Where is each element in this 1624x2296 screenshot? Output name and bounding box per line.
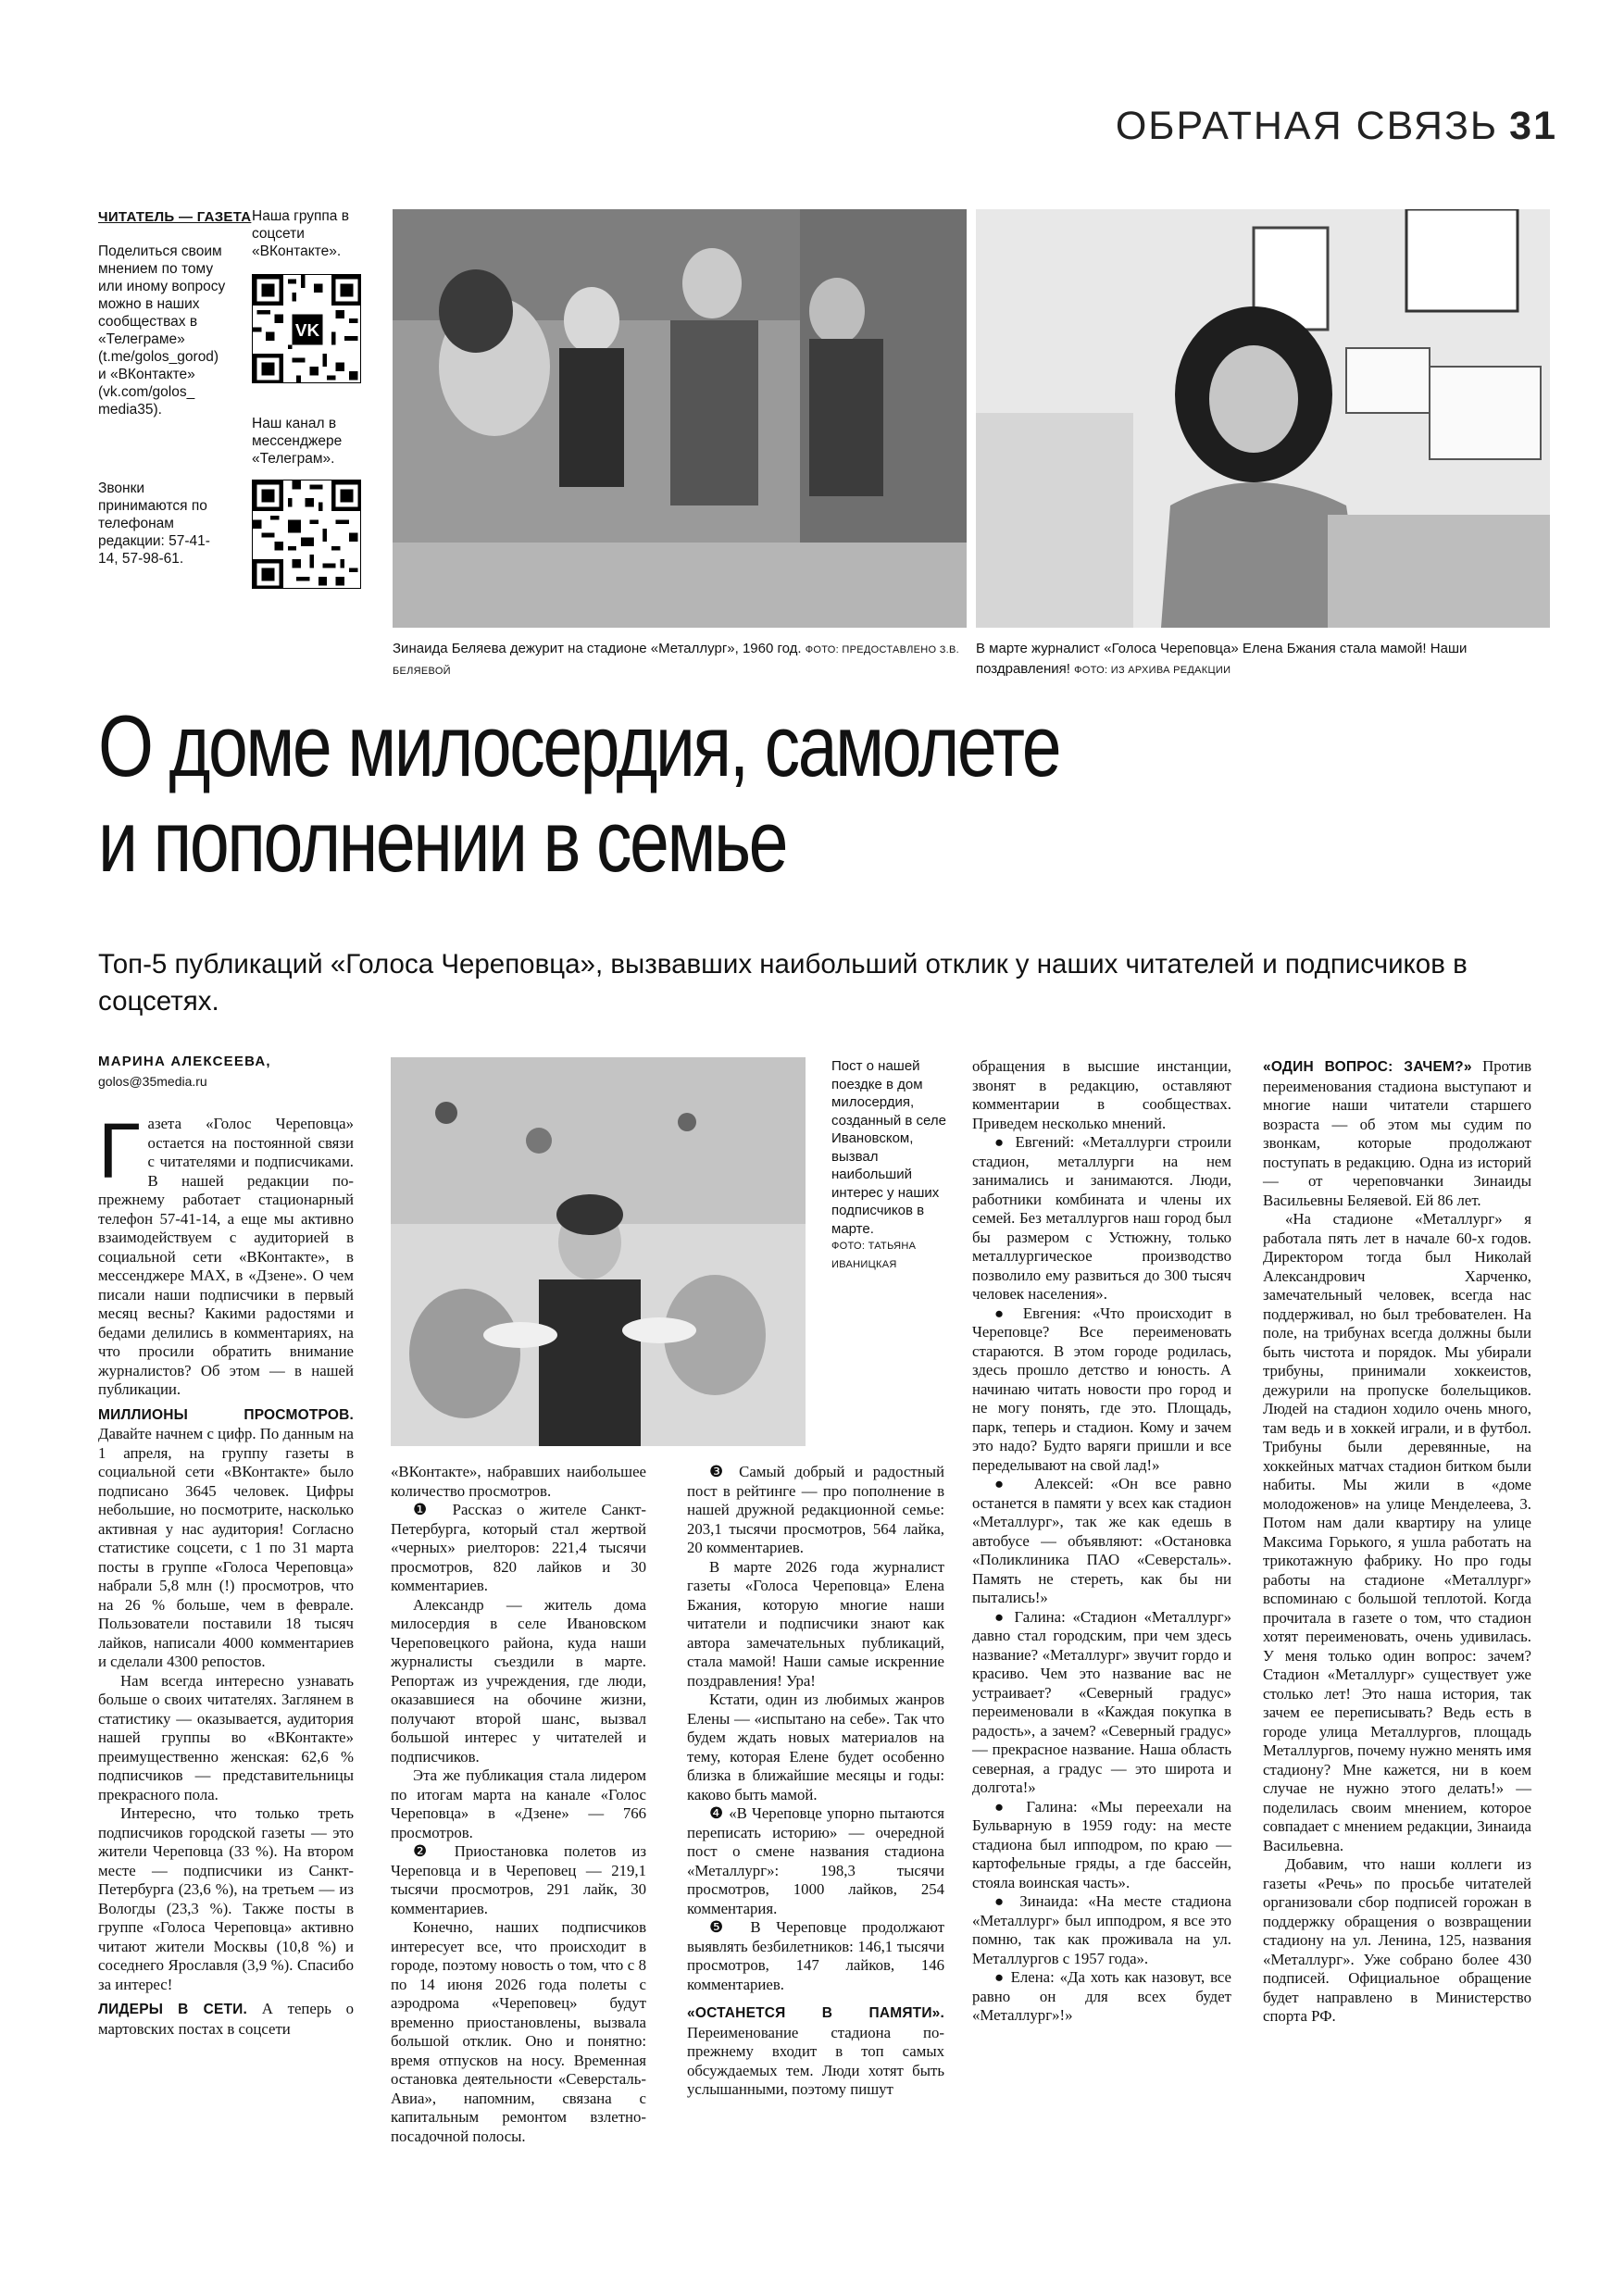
photo2-caption [976, 639, 1559, 680]
article-column-4 [972, 1057, 1231, 2026]
telegram-qr-code[interactable] [252, 480, 361, 589]
photo1-caption [393, 639, 967, 681]
opinion-zinaida: ● Зинаида: «На месте стадиона «Металлург» был ипподром, я все это помню, так как проживала на ул. Металлургов с 1957 года». [972, 1892, 1231, 1967]
sidebar-phones-text: Звонки принимаются по телефонам редакции: 57-41-14, 57-98-61. [98, 480, 210, 567]
opinion-galina-2: ● Галина: «Мы переехали на Бульварную в 1959 году: на месте стадиона был ипподром, по краю — картофельные гряды, а где бассейн, стояла воинская часть». [972, 1797, 1231, 1891]
headline-line-2: и пополнении в семье [98, 792, 787, 890]
opinion-evgeny: ● Евгений: «Металлурги строили стадион, металлурги на нем занимались и занимаются. Люди, работники комбината и члены их семей. Без металлургов наш город был бы размером с Устюжну, только металлургическое производство позволило ему развиться до 300 тысяч человек населения». [972, 1133, 1231, 1303]
article-lead: Топ-5 публикаций «Голоса Череповца», вызвавших наибольший отклик у наших читателей и подписчиков в соцсетях. [98, 949, 1468, 1017]
photo-mercy-home [391, 1057, 806, 1446]
paragraph: Конечно, наших подписчиков интересует все, что происходит в городе, поэтому новость о том, что с 8 по 14 июня 2026 года полеты с аэродрома «Череповец» будут временно приостановлены, вызвала большой отклик. Оно и понятно: время отпусков на носу. Временная остановка деятельности «Северсталь-Авиа», напомним, связана с капитальным ремонтом взлетно-посадочной полосы. [391, 1918, 646, 2145]
paragraph: «На стадионе «Металлург» я работала пять лет в начале 60-х годов. Директором тогда был Николай Александрович Харченко, замечательный человек, всегда нас поддерживал, но был требователен. На поле, на трибунах всегда должны были быть чистота и порядок. Мы убирали трибуны, принимали хоккеистов, дежурили на пропуске болельщиков. Людей на стадион ходило очень много, там ведь и в хоккей играли, и в футбол. Трибуны были деревянные, на хоккейных матчах стадион битком были набиты. Мы жили в «доме молодоженов» на улице Менделеева, 3. Потом нам дали квартиру на улице Максима Горького, я ушла работать на трикотажную фабрику. Но про годы работы на стадионе «Металлург» вспоминаю с большой теплотой. Когда прочитала в газете о том, что стадион хотят переименовать, очень удивилась. У меня только один вопрос: зачем? Стадион «Металлург» существует уже столько лет! Это наша история, так зачем ее переписывать? Ведь есть в городе улица Металлургов, площадь Металлургов, почему нужно менять имя стадиону? Мне кажется, ни в коем случае не нужно этого делать!» — поделилась своим мнением, которое совпадает с мнением редакции, Зинаида Васильевна. [1263, 1210, 1531, 1854]
opinion-evgenia: ● Евгения: «Что происходит в Череповце? Все переименовать стараются. В этом городе родилась, здесь прошло детство и юность. А начинаю читать новости про город и не могу понять, где это. Площадь, парк, теперь и стадион. Кому и зачем это надо? Будто варяги пришли и все переделывают на свой лад!» [972, 1304, 1231, 1474]
photo-journalist [976, 209, 1550, 628]
paragraph: Давайте начнем с цифр. По данным на 1 апреля, на группу газеты в социальной сети «ВКонтакте» было подписано 3645 человек. Цифры небольшие, но посмотрите, насколько активная у нас аудитория! Согласно статистике соцсети, с 1 по 31 марта посты в группе «Голоса Череповца» набрали 5,8 млн (!) просмотров, что на 26 % больше, чем в феврале. Пользователи поставили 18 тысяч лайков, написали 4000 комментариев и сделали 4300 репостов. [98, 1425, 354, 1670]
photo2-credit: ФОТО: ИЗ АРХИВА РЕДАКЦИИ [1074, 665, 1231, 676]
ranking-item-1: ❶ Рассказ о жителе Санкт-Петербурга, который стал жертвой «черных» риелторов: 221,4 тысячи просмотров, 820 лайков и 30 комментариев. [391, 1501, 646, 1594]
opinion-elena: ● Елена: «Да хоть как назовут, все равно он для всех будет «Металлург»!» [972, 1968, 1231, 2024]
photo-stadium-1960 [393, 209, 967, 628]
author-name: МАРИНА АЛЕКСЕЕВА, [98, 1054, 271, 1069]
paragraph: Кстати, один из любимых жанров Елены — «испытано на себе». Так что будем ждать новых материалов на тему, которая Елене будет особенно близка в ближайшие месяцы и годы: каково быть мамой. [687, 1691, 944, 1803]
headline-line-1: О доме милосердия, самолете [98, 697, 1060, 794]
paragraph: Александр — житель дома милосердия в селе Ивановском Череповецкого района, куда наши журналисты съездили в марте. Репортаж из учреждения, где люди, оказавшиеся на обочине жизни, получают второй шанс, вызвал большой интерес у читателей и подписчиков. [391, 1595, 646, 1766]
paragraph: Нам всегда интересно узнавать больше о своих читателях. Заглянем в статистику — оказывается, аудитория нашей группы во «ВКонтакте» преимущественно женская: 62,6 % подписчиков — представительницы прекрасного пола. [98, 1671, 354, 1803]
paragraph: Добавим, что наши коллеги из газеты «Речь» по просьбе читателей организовали сбор подписей горожан в поддержку обращения о возвращении стадиону на ул. Ленина, 125, названия «Металлург». Уже собрано более 430 подписей. Официальное обращение будет направлено в Министерство спорта РФ. [1263, 1855, 1531, 2025]
subheading-question: «ОДИН ВОПРОС: ЗАЧЕМ?» [1263, 1059, 1472, 1075]
photo2-caption-text: В марте журналист «Голоса Череповца» Елена Бжания стала мамой! Наши поздравления! [976, 641, 1468, 677]
article-column-1 [98, 1107, 355, 2039]
photo3-caption [831, 1057, 961, 1274]
photo3-credit: ФОТО: ТАТЬЯНА ИВАНИЦКАЯ [831, 1241, 917, 1270]
subheading-leaders: ЛИДЕРЫ В СЕТИ. [98, 2002, 248, 2017]
section-header [1116, 104, 1557, 149]
article-column-5 [1263, 1057, 1531, 2027]
paragraph: обращения в высшие инстанции, звонят в редакцию, оставляют комментарии в сообществах. Приведем несколько мнений. [972, 1057, 1231, 1132]
photo1-caption-text: Зинаида Беляева дежурит на стадионе «Металлург», 1960 год. [393, 641, 802, 656]
article-column-3 [687, 1463, 944, 2100]
ranking-item-3: ❸ Самый добрый и радостный пост в рейтинге — про пополнение в нашей дружной редакционной семье: 203,1 тысячи просмотров, 564 лайка, 20 комментариев. [687, 1463, 944, 1556]
author-email[interactable]: golos@35media.ru [98, 1074, 207, 1089]
sidebar-contact-text: Поделиться своим мнением по тому или иному вопросу можно в наших сообществах в «Телеграме» (t.me/golos_gorod) и «ВКонтакте» (vk.com/golos_ media35). [98, 243, 226, 418]
section-title: ОБРАТНАЯ СВЯЗЬ [1115, 104, 1499, 148]
photo1-credit: ФОТО: ПРЕДОСТАВЛЕНО З.В. БЕЛЯЕВОЙ [393, 644, 960, 677]
ranking-item-2: ❷ Приостановка полетов из Череповца и в Череповец — 219,1 тысячи просмотров, 291 лайк, 30 комментариев. [391, 1842, 646, 1917]
vk-group-text: Наша группа в соцсети «ВКонтакте». [252, 208, 349, 259]
drop-cap: Г [98, 1107, 141, 1194]
ranking-item-5: ❺ В Череповце продолжают выявлять безбилетников: 146,1 тысячи просмотров, 147 лайков, 146 комментариев. [687, 1918, 944, 1993]
paragraph: В марте 2026 года журналист газеты «Голоса Череповца» Елена Бжания, которую многие наши читатели и подписчики знают как автора замечательных публикаций, стала мамой! Наши самые искренние поздравления! Ура! [687, 1557, 944, 1690]
article-headline [98, 698, 1059, 889]
subheading-memory: «ОСТАНЕТСЯ В ПАМЯТИ». [687, 2005, 944, 2021]
vk-qr-code[interactable] [252, 274, 361, 383]
paragraph: Переименование стадиона по-прежнему входит в топ самых обсуждаемых тем. Люди хотят быть услышанными, поэтому пишут [687, 2023, 944, 2098]
tg-channel-text: Наш канал в мессенджере «Телеграм». [252, 416, 343, 467]
ranking-item-4: ❹ «В Череповце упорно пытаются переписать историю» — очередной пост о смене названия стадиона «Металлург»: 198,3 тысячи просмотров, 1000 лайков, 254 комментария. [687, 1804, 944, 1917]
paragraph: А теперь о мартовских постах в соцсети [98, 2000, 355, 2038]
vk-logo-icon: VK [294, 320, 320, 341]
intro-text: азета «Голос Череповца» остается на постоянной связи с читателями и подписчиками. В нашей редакции по-прежнему работает стационарный телефон 57-41-14, а еще мы активно взаимодействуем с аудиторией в социальной сети «ВКонтакте», в мессенджере MAX, в «Дзене». О чем писали наши подписчики в первый месяц весны? Какими радостями и бедами делились в комментариях, на что просили обратить внимание журналистов? Об этом — в нашей публикации. [98, 1115, 354, 1398]
sidebar-label: ЧИТАТЕЛЬ — ГАЗЕТА [98, 209, 252, 225]
page-number: 31 [1509, 104, 1557, 148]
photo3-caption-text: Пост о нашей поездке в дом милосердия, созданный в селе Ивановском, вызвал наибольший интерес у наших подписчиков в марте. [831, 1058, 946, 1237]
paragraph: Против переименования стадиона выступают и многие наши читатели старшего возраста — об этом мы судим по звонкам, которые продолжают поступать в редакцию. Одна из историй — от череповчанки Зинаиды Васильевны Беляевой. Ей 86 лет. [1263, 1057, 1531, 1209]
paragraph: Эта же публикация стала лидером по итогам марта на канале «Голос Череповца» в «Дзене» — 766 просмотров. [391, 1766, 646, 1841]
paragraph: «ВКонтакте», набравших наибольшее количество просмотров. [391, 1463, 646, 1500]
subheading-millions: МИЛЛИОНЫ ПРОСМОТРОВ. [98, 1406, 354, 1423]
paragraph: Интересно, что только треть подписчиков городской газеты — это жители Череповца (33 %). На втором месте — подписчики из Санкт-Петербурга (23,6 %), на третьем — из Вологды (23,3 %). Также посты в группе «Голоса Череповца» активно читают жители Москвы (10,8 %) и соседнего Ярославля (3,9 %). Спасибо за интерес! [98, 1804, 354, 1993]
opinion-galina-1: ● Галина: «Стадион «Металлург» давно стал городским, при чем здесь название? «Металлург» звучит гордо и красиво. Чем это название вас не устраивает? «Северный градус» переименовали в «Каждая покупка в радость», а зачем? «Северный градус» — прекрасное название. Наша область северная, а градус — это широта и долгота!» [972, 1607, 1231, 1796]
opinion-alexey: ● Алексей: «Он все равно останется в памяти у всех как стадион «Металлург», так же как едешь в автобусе — объявляют: «Остановка «Поликлиника ПАО «Северсталь». Память не стереть, как бы ни пытались!» [972, 1475, 1231, 1606]
article-column-2 [391, 1463, 646, 2146]
